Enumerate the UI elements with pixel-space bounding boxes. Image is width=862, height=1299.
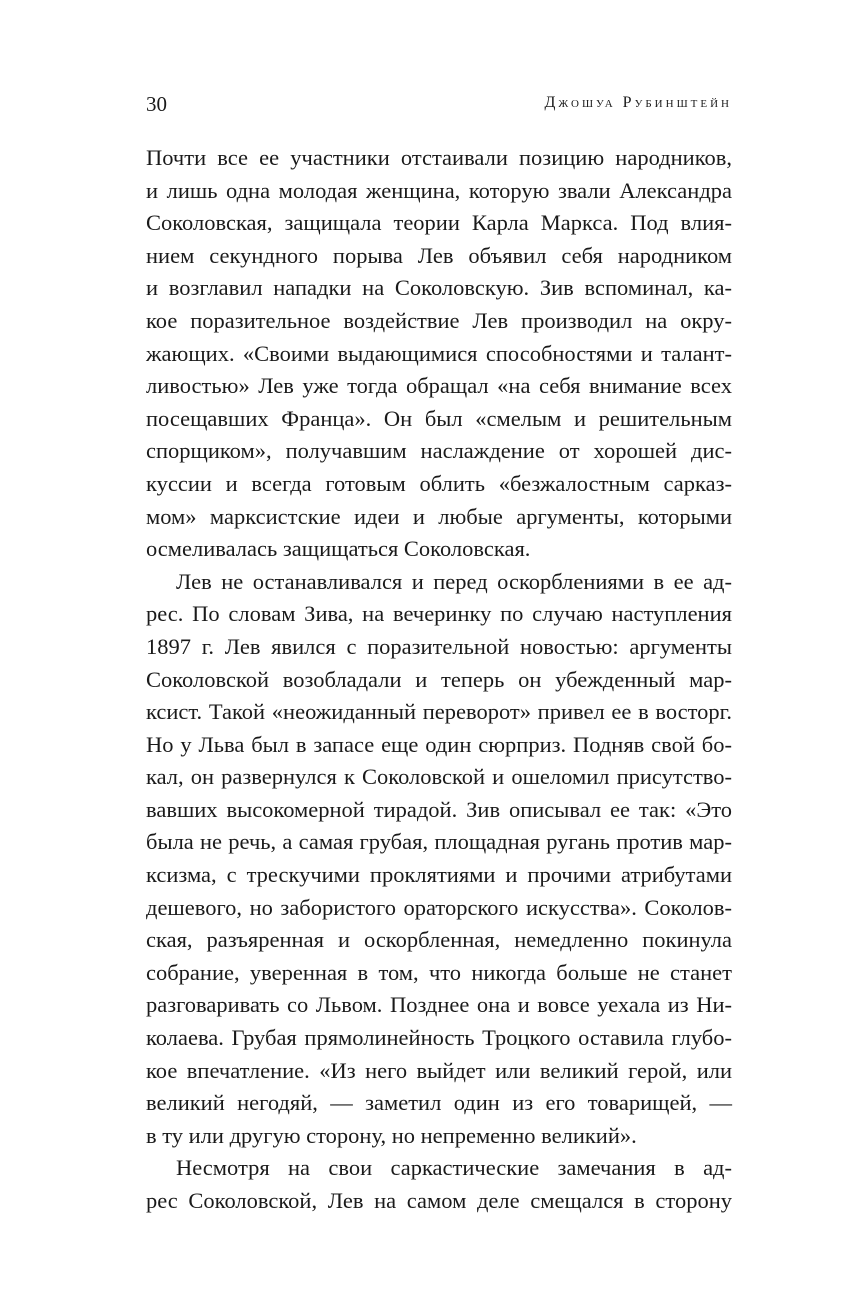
text-line: кое впечатление. «Из него выйдет или великий герой, или xyxy=(146,1057,732,1083)
page-header xyxy=(146,92,732,122)
text-line: и возглавил нападки на Соколовскую. Зив вспоминал, ка- xyxy=(146,275,732,301)
text-line: ксист. Такой «неожиданный переворот» привел ее в восторг. xyxy=(146,699,732,725)
paragraph xyxy=(146,566,732,1153)
text-line: дешевого, но забористого ораторского искусства». Соколов- xyxy=(146,894,732,920)
text-line: рес. По словам Зива, на вечеринку по случаю наступления xyxy=(146,601,732,627)
text-line: ксизма, с трескучими проклятиями и прочими атрибутами xyxy=(146,862,732,888)
page-number: 30 xyxy=(146,92,167,116)
text-line: Несмотря на свои саркастические замечания в ад- xyxy=(176,1155,732,1181)
text-line: колаева. Грубая прямолинейность Троцкого оставила глубо- xyxy=(146,1025,732,1051)
text-line: великий негодяй, — заметил один из его товарищей, — xyxy=(146,1090,732,1116)
body-text xyxy=(146,142,732,1218)
text-line: разговаривать со Львом. Позднее она и вовсе уехала из Ни- xyxy=(146,992,732,1018)
text-line: Соколовской возобладали и теперь он убежденный мар- xyxy=(146,666,732,692)
text-line: куссии и всегда готовым облить «безжалостным сарказ- xyxy=(146,470,732,496)
text-line: собрание, уверенная в том, что никогда больше не станет xyxy=(146,959,732,985)
text-line: кал, он развернулся к Соколовской и ошеломил присутство- xyxy=(146,764,732,790)
paragraph xyxy=(146,142,732,566)
text-line: вавших высокомерной тирадой. Зив описывал ее так: «Это xyxy=(146,796,732,822)
text-line: в ту или другую сторону, но непременно великий». xyxy=(146,1122,637,1148)
text-line: и лишь одна молодая женщина, которую звали Александра xyxy=(146,177,732,203)
text-line: жающих. «Своими выдающимися способностями и талант- xyxy=(146,340,732,366)
text-line: Лев не останавливался и перед оскорблениями в ее ад- xyxy=(176,568,732,594)
text-line: мом» марксистские идеи и любые аргументы, которыми xyxy=(146,503,732,529)
text-line: Соколовская, защищала теории Карла Маркса. Под влия- xyxy=(146,210,732,236)
text-line: спорщиком», получавшим наслаждение от хорошей дис- xyxy=(146,438,732,464)
paragraph xyxy=(146,1152,732,1217)
text-line: посещавших Франца». Он был «смелым и решительным xyxy=(146,405,732,431)
text-line: была не речь, а самая грубая, площадная ругань против мар- xyxy=(146,829,732,855)
text-line: рес Соколовской, Лев на самом деле смещался в сторону xyxy=(146,1188,732,1213)
text-line: Почти все ее участники отстаивали позицию народников, xyxy=(146,145,732,170)
text-line: ливостью» Лев уже тогда обращал «на себя внимание всех xyxy=(146,373,732,399)
text-line: ская, разъяренная и оскорбленная, немедленно покинула xyxy=(146,927,732,953)
text-line: осмеливалась защищаться Соколовская. xyxy=(146,536,531,562)
text-line: 1897 г. Лев явился с поразительной новостью: аргументы xyxy=(146,633,732,659)
text-line: кое поразительное воздействие Лев производил на окру- xyxy=(146,307,732,333)
running-head-author: Джошуа Рубинштейн xyxy=(544,94,732,111)
text-line: нием секундного порыва Лев объявил себя народником xyxy=(146,242,732,268)
text-line: Но у Льва был в запасе еще один сюрприз. Подняв свой бо- xyxy=(146,731,732,757)
